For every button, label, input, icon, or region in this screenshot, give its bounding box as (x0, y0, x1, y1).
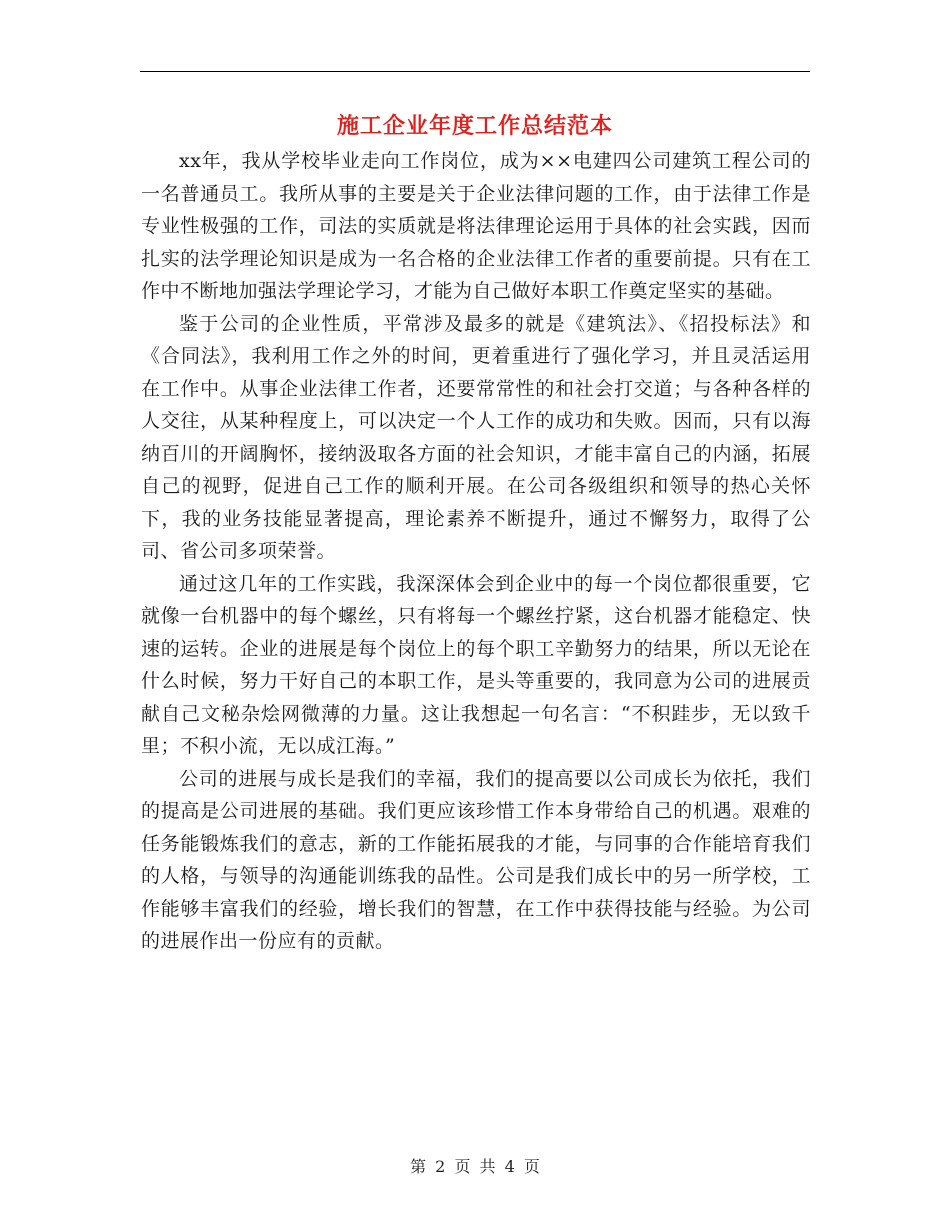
document-title: 施工企业年度工作总结范本 (336, 113, 613, 139)
header-rule (140, 71, 810, 72)
page-number: 第 2 页 共 4 页 (410, 1157, 540, 1176)
paragraph-4: 公司的进展与成长是我们的幸福，我们的提高要以公司成长为依托，我们的提高是公司进展的基础。我们更应该珍惜工作本身带给自己的机遇。艰难的任务能锻炼我们的意志，新的工作能拓展我的才能，与同事的合作能培育我们的人格，与领导的沟通能训练我的品性。公司是我们成长中的另一所学校，工作能够丰富我们的经验，增长我们的智慧，在工作中获得技能与经验。为公司的进展作出一份应有的贡献。 (141, 767, 811, 952)
document-body (141, 145, 811, 958)
paragraph-3: 通过这几年的工作实践，我深深体会到企业中的每一个岗位都很重要，它就像一台机器中的每个螺丝，只有将每一个螺丝拧紧，这台机器才能稳定、快速的运转。企业的进展是每个岗位上的每个职工辛勤努力的结果，所以无论在什么时候，努力干好自己的本职工作，是头等重要的，我同意为公司的进展贡献自己文秘杂烩网微薄的力量。这让我想起一句名言：“不积跬步，无以致千里；不积小流，无以成江海。” (141, 572, 811, 757)
paragraph-2: 鉴于公司的企业性质，平常涉及最多的就是《建筑法》、《招投标法》和《合同法》，我利用工作之外的时间，更着重进行了强化学习，并且灵活运用在工作中。从事企业法律工作者，还要常常性的和社会打交道；与各种各样的人交往，从某种程度上，可以决定一个人工作的成功和失败。因而，只有以海纳百川的开阔胸怀，接纳汲取各方面的社会知识，才能丰富自己的内涵，拓展自己的视野，促进自己工作的顺利开展。在公司各级组织和领导的热心关怀下，我的业务技能显著提高，理论素养不断提升，通过不懈努力，取得了公司、省公司多项荣誉。 (141, 312, 811, 562)
paragraph-1: xx年，我从学校毕业走向工作岗位，成为××电建四公司建筑工程公司的一名普通员工。我所从事的主要是关于企业法律问题的工作，由于法律工作是专业性极强的工作，司法的实质就是将法律理论运用于具体的社会实践，因而扎实的法学理论知识是成为一名合格的企业法律工作者的重要前提。只有在工作中不断地加强法学理论学习，才能为自己做好本职工作奠定坚实的基础。 (141, 150, 811, 302)
